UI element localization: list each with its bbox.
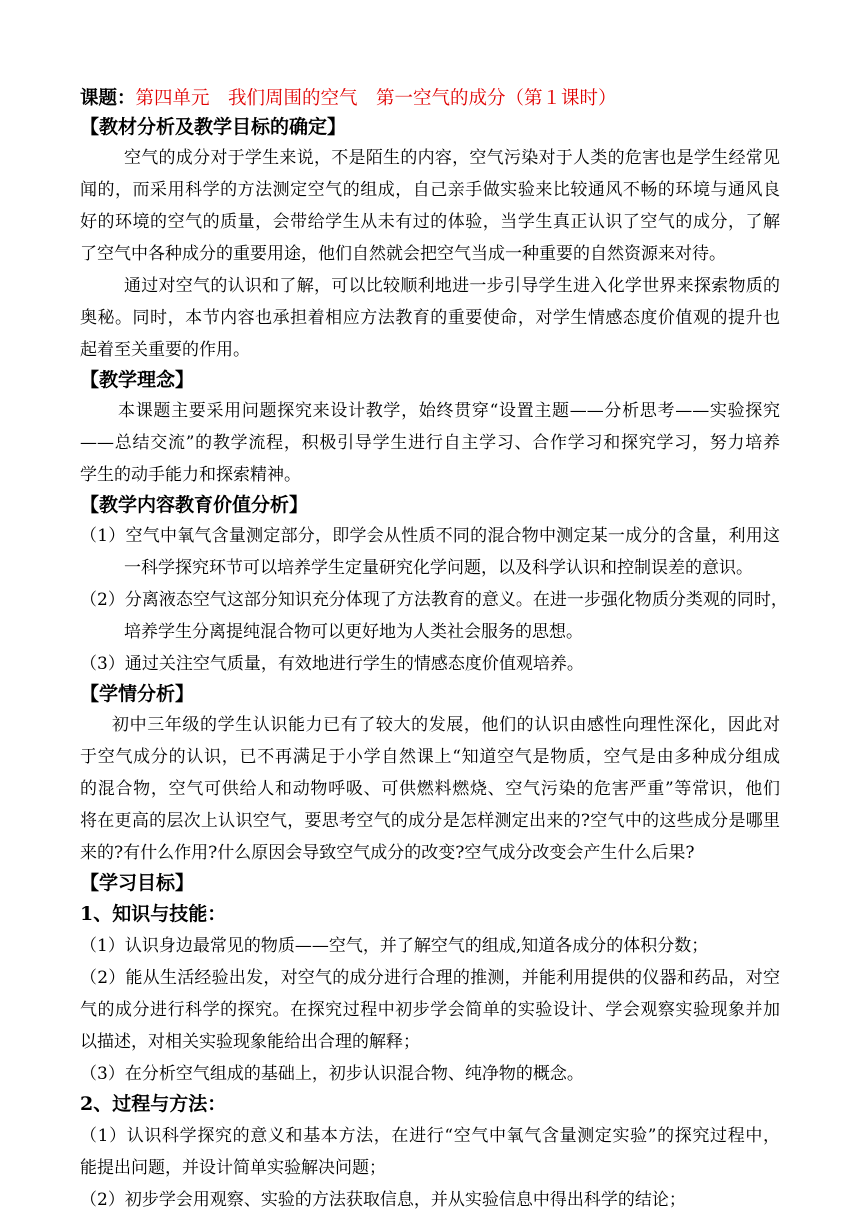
goals-knowledge-item2-line1: （2）能从生活经验出发，对空气的成分进行合理的推测，并能利用提供的仪器和药品，对空 [80, 968, 780, 988]
goals-knowledge-heading: 1、知识与技能： [80, 903, 227, 925]
title-label: 课题： [80, 88, 136, 109]
content-value-item3-line1: （3）通过关注空气质量，有效地进行学生的情感态度价值观培养。 [80, 654, 584, 674]
analysis-p1-line3: 好的环境的空气的质量，会带给学生从未有过的体验，当学生真正认识了空气的成分，了解 [80, 212, 780, 232]
learner-line3: 的混合物，空气可供给人和动物呼吸、可供燃料燃烧、空气污染的危害严重”等常识，他们 [80, 779, 780, 799]
goals-knowledge-item2-line3: 以描述，对相关实验现象能给出合理的解释； [80, 1032, 420, 1052]
philosophy-line3: 学生的动手能力和探索精神。 [80, 465, 301, 485]
goals-process-heading: 2、过程与方法： [80, 1093, 227, 1115]
goals-process-item1-line2: 能提出问题，并设计简单实验解决问题； [80, 1158, 386, 1178]
content-value-item2-line1: （2）分离液态空气这部分知识充分体现了方法教育的意义。在进一步强化物质分类观的同时， [80, 590, 788, 610]
goals-knowledge-item3: （3）在分析空气组成的基础上，初步认识混合物、纯净物的概念。 [80, 1064, 584, 1084]
philosophy-line1: 本课题主要采用问题探究来设计教学，始终贯穿“设置主题——分析思考——实验探究 [118, 401, 780, 421]
lesson-title [80, 88, 860, 110]
section-heading-learner: 【学情分析】 [80, 683, 195, 705]
section-heading-content-value: 【教学内容教育价值分析】 [80, 494, 309, 516]
philosophy-line2: ——总结交流”的教学流程，积极引导学生进行自主学习、合作学习和探究学习，努力培养 [80, 433, 780, 453]
analysis-p1-line2: 闻的，而采用科学的方法测定空气的组成，自己亲手做实验来比较通风不畅的环境与通风良 [80, 180, 780, 200]
section-heading-philosophy: 【教学理念】 [80, 369, 195, 391]
content-value-item1-line1: （1）空气中氧气含量测定部分，即学会从性质不同的混合物中测定某一成分的含量，利用这 [80, 526, 780, 546]
content-value-item1-line2: 一科学探究环节可以培养学生定量研究化学问题，以及科学认识和控制误差的意识。 [124, 558, 753, 578]
analysis-p1-line4: 了空气中各种成分的重要用途，他们自然就会把空气当成一种重要的自然资源来对待。 [80, 244, 726, 264]
title-content: 第四单元 我们周围的空气 第一空气的成分（第１课时） [135, 88, 617, 109]
analysis-p2-line3: 起着至关重要的作用。 [80, 340, 250, 360]
analysis-p2-line1: 通过对空气的认识和了解，可以比较顺利地进一步引导学生进入化学世界来探索物质的 [124, 276, 780, 296]
goals-knowledge-item2-line2: 气的成分进行科学的探究。在探究过程中初步学会简单的实验设计、学会观察实验现象并加 [80, 1000, 780, 1020]
learner-line2: 于空气成分的认识，已不再满足于小学自然课上“知道空气是物质，空气是由多种成分组成 [80, 747, 780, 767]
learner-line1: 初中三年级的学生认识能力已有了较大的发展，他们的认识由感性向理性深化，因此对 [112, 715, 780, 735]
analysis-p1-line1: 空气的成分对于学生来说，不是陌生的内容，空气污染对于人类的危害也是学生经常见 [124, 148, 780, 168]
learner-line4: 将在更高的层次上认识空气，要思考空气的成分是怎样测定出来的?空气中的这些成分是哪里 [80, 811, 780, 831]
section-heading-analysis: 【教材分析及教学目标的确定】 [80, 116, 347, 138]
content-value-item2-line2: 培养学生分离提纯混合物可以更好地为人类社会服务的思想。 [124, 622, 583, 642]
goals-process-item1-line1: （1）认识科学探究的意义和基本方法，在进行“空气中氧气含量测定实验”的探究过程中， [80, 1126, 780, 1146]
section-heading-goals: 【学习目标】 [80, 872, 195, 894]
goals-knowledge-item1: （1）认识身边最常见的物质——空气，并了解空气的组成,知道各成分的体积分数； [80, 936, 709, 956]
goals-process-item2: （2）初步学会用观察、实验的方法获取信息，并从实验信息中得出科学的结论； [80, 1190, 686, 1210]
learner-line5: 来的?有什么作用?什么原因会导致空气成分的改变?空气成分改变会产生什么后果? [80, 843, 695, 863]
analysis-p2-line2: 奥秘。同时，本节内容也承担着相应方法教育的重要使命，对学生情感态度价值观的提升也 [80, 308, 780, 328]
